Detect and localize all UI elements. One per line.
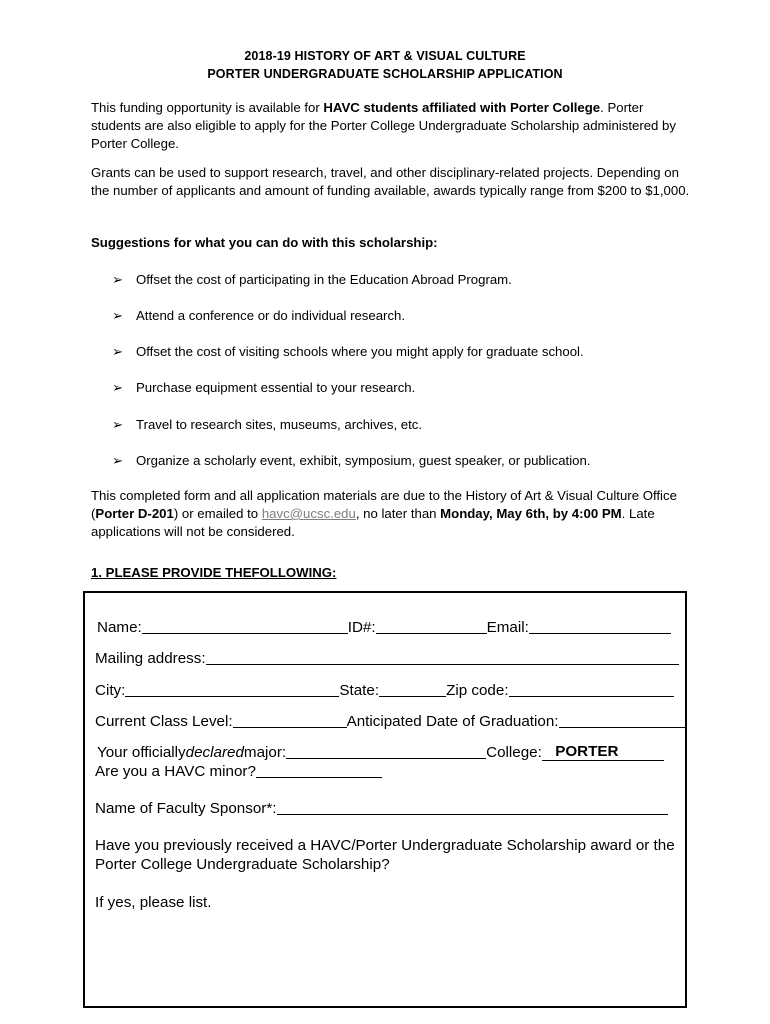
faculty-sponsor-field[interactable] (277, 799, 668, 815)
list-item (112, 344, 584, 360)
city-label: City: (95, 682, 126, 699)
class-level-row (95, 712, 687, 730)
email-label: Email: (486, 619, 529, 636)
minor-row (95, 762, 382, 780)
document-title-line2: PORTER UNDERGRADUATE SCHOLARSHIP APPLICATION (207, 67, 563, 81)
list-item (112, 380, 415, 396)
list-item (112, 453, 590, 469)
zip-code-field[interactable] (509, 681, 674, 697)
name-field[interactable] (142, 618, 348, 634)
arrow-bullet-icon: ➢ (112, 380, 124, 395)
intro-paragraph-2: Grants can be used to support research, travel, and other disciplinary-related projects. Depending on the number of applicants and amount of funding available, awards typically range from $200 to $1,000. (91, 165, 690, 198)
list-item (112, 272, 512, 288)
suggestions-heading: Suggestions for what you can do with this scholarship: (91, 235, 438, 250)
arrow-bullet-icon: ➢ (112, 308, 124, 323)
graduation-date-label: Anticipated Date of Graduation: (346, 713, 559, 730)
city-field[interactable] (125, 681, 339, 697)
deadline-text: ) or emailed to (173, 506, 262, 521)
list-item-text: Travel to research sites, museums, archives, etc. (136, 417, 423, 432)
class-level-field[interactable] (233, 712, 347, 728)
email-field[interactable] (529, 618, 671, 634)
graduation-date-field[interactable] (559, 712, 687, 728)
arrow-bullet-icon: ➢ (112, 417, 124, 432)
section-1-heading (91, 565, 336, 580)
list-item-text: Offset the cost of visiting schools where you might apply for graduate school. (136, 344, 584, 359)
college-label: College: (486, 744, 542, 761)
section-number: 1. (91, 565, 102, 580)
document-title-line1: 2018-19 HISTORY OF ART & VISUAL CULTURE (244, 49, 526, 63)
faculty-sponsor-label: Name of Faculty Sponsor*: (95, 800, 277, 817)
deadline-date: Monday, May 6th, by 4:00 PM (440, 506, 622, 521)
major-label: Your officially (97, 744, 186, 761)
minor-label: Are you a HAVC minor? (95, 763, 256, 780)
mailing-address-label: Mailing address: (95, 650, 206, 667)
list-item (112, 308, 405, 324)
intro-emphasis: HAVC students affiliated with Porter College (323, 100, 601, 115)
city-row (95, 681, 674, 699)
id-label: ID#: (347, 619, 376, 636)
arrow-bullet-icon: ➢ (112, 453, 124, 468)
section-title: PLEASE PROVIDE THEFOLLOWING: (102, 565, 337, 580)
name-label: Name: (97, 619, 142, 636)
list-item-text: Attend a conference or do individual research. (136, 308, 406, 323)
deadline-text: . Late applications will not be considered. (91, 506, 655, 539)
intro-text: This funding opportunity is available for (91, 100, 324, 115)
deadline-text: , no later than (355, 506, 441, 521)
major-row (97, 743, 664, 761)
zip-code-label: Zip code: (446, 682, 509, 699)
name-row (97, 618, 671, 636)
deadline-text: This completed form and all application materials are due to the History of Art & Visual Culture Office ( (91, 488, 677, 521)
college-field[interactable] (542, 743, 664, 761)
list-item (112, 417, 422, 433)
deadline-paragraph (91, 487, 691, 541)
college-value: PORTER (555, 743, 619, 760)
major-label-emphasis: declared (185, 744, 244, 761)
previous-awards-answer-area[interactable] (95, 918, 675, 998)
arrow-bullet-icon: ➢ (112, 272, 124, 287)
minor-field[interactable] (256, 762, 382, 778)
if-yes-label: If yes, please list. (95, 894, 212, 911)
intro-paragraph-1 (91, 99, 691, 153)
arrow-bullet-icon: ➢ (112, 344, 124, 359)
sponsor-row (95, 799, 668, 817)
email-link[interactable]: havc@ucsc.edu (261, 506, 356, 521)
list-item-text: Organize a scholarly event, exhibit, symposium, guest speaker, or publication. (136, 453, 591, 468)
major-field[interactable] (286, 743, 486, 759)
state-field[interactable] (379, 681, 446, 697)
major-label-end: major: (243, 744, 287, 761)
list-item-text: Purchase equipment essential to your research. (136, 380, 416, 395)
state-label: State: (339, 682, 380, 699)
office-location: Porter D-201 (95, 506, 174, 521)
mailing-row (95, 649, 679, 667)
id-field[interactable] (376, 618, 487, 634)
class-level-label: Current Class Level: (95, 713, 233, 730)
previous-award-question: Have you previously received a HAVC/Porter Undergraduate Scholarship award or the Porter College Undergraduate Scholarship? (95, 837, 675, 873)
intro-text-cont: . Porter students are also eligible to apply for the Porter College Undergraduate Scholarship administered by Porter College. (91, 100, 676, 151)
list-item-text: Offset the cost of participating in the Education Abroad Program. (136, 272, 512, 287)
mailing-address-field[interactable] (206, 649, 679, 665)
